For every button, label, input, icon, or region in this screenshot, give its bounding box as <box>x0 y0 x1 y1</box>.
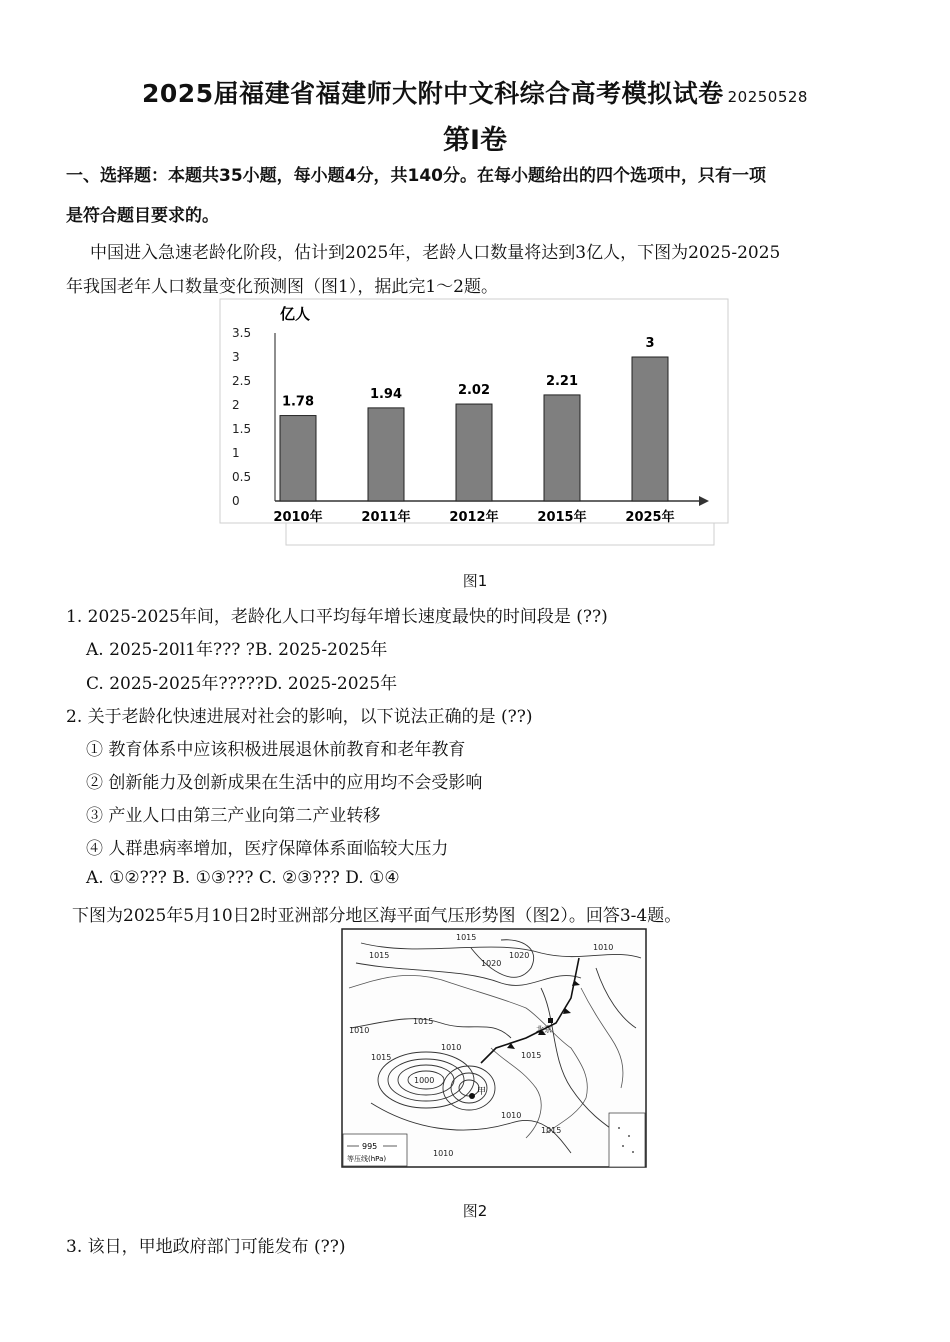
section-instructions-line1: 一、选择题：本题共35小题，每小题4分，共140分。在每小题给出的四个选项中，只有一项 <box>66 166 766 186</box>
south-sea-inset <box>609 1113 645 1167</box>
figure2-pressure-map <box>341 928 647 1168</box>
q2-stem: 2. 关于老龄化快速进展对社会的影响，以下说法正确的是 (??) <box>66 707 533 727</box>
y-tick-label: 0 <box>232 494 240 508</box>
q1-options-ab: A. 2025-20l1年??? ?B. 2025-2025年 <box>86 640 388 660</box>
x-tick-label: 2010年 <box>273 510 323 525</box>
q2-item-4: ④ 人群患病率增加，医疗保障体系面临较大压力 <box>86 839 449 859</box>
bar <box>544 395 580 501</box>
isobar-label: 1015 <box>369 951 390 960</box>
isobar-label: 1015 <box>456 933 477 942</box>
bar <box>280 416 316 501</box>
y-axis-unit-label: 亿人 <box>280 305 311 323</box>
x-tick-label: 2012年 <box>449 510 499 525</box>
legend-value: 995 <box>362 1142 378 1151</box>
isobar-label: 1015 <box>521 1051 542 1060</box>
intro1-line1: 中国进入急速老龄化阶段，估计到2025年，老龄人口数量将达到3亿人，下图为2025-2025 <box>90 243 781 263</box>
y-tick-label: 0.5 <box>232 470 252 484</box>
intro2-text: 下图为2025年5月10日2时亚洲部分地区海平面气压形势图（图2）。回答3-4题。 <box>72 906 682 926</box>
y-tick-label: 3.5 <box>232 326 252 340</box>
section-instructions-line2: 是符合题目要求的。 <box>66 206 219 226</box>
q1-stem: 1. 2025-2025年间，老龄化人口平均每年增长速度最快的时间段是 (??) <box>66 607 608 627</box>
isobar-label: 1010 <box>441 1043 462 1052</box>
bar <box>456 404 492 501</box>
intro1-line2: 年我国老年人口数量变化预测图（图1），据此完1～2题。 <box>66 277 498 297</box>
bar-value-label: 2.21 <box>545 373 579 389</box>
bar-value-label: 2.02 <box>457 383 491 399</box>
bar <box>632 357 668 501</box>
q2-item-2: ② 创新能力及创新成果在生活中的应用均不会受影响 <box>86 773 483 793</box>
location-jia-marker-icon <box>469 1093 475 1099</box>
figure1-bar-chart <box>218 297 732 549</box>
figure2-caption: 图2 <box>462 1202 488 1220</box>
beijing-marker-icon <box>548 1018 553 1023</box>
q2-item-3: ③ 产业人口由第三产业向第二产业转移 <box>86 806 381 826</box>
paper-code: 20250528 <box>727 88 808 106</box>
bar-value-label: 1.94 <box>369 386 403 402</box>
bar-value-label: 3 <box>645 336 655 351</box>
isobar-label: 1015 <box>413 1017 434 1026</box>
q2-item-1: ① 教育体系中应该积极进展退休前教育和老年教育 <box>86 740 466 760</box>
x-tick-label: 2015年 <box>537 510 587 525</box>
isobar-label: 1010 <box>349 1026 370 1035</box>
y-tick-label: 1.5 <box>232 422 252 436</box>
isobar-label: 1015 <box>541 1126 562 1135</box>
isobar-label: 1010 <box>593 943 614 952</box>
bar <box>368 408 404 501</box>
bar-value-label: 1.78 <box>281 394 315 410</box>
figure1-caption: 图1 <box>462 572 488 590</box>
y-tick-label: 1 <box>232 446 240 460</box>
legend-text: 等压线(hPa) <box>347 1155 387 1163</box>
beijing-label: 北京 <box>536 1025 552 1034</box>
volume-heading: 第I卷 <box>442 125 508 156</box>
isobar-label: 1000 <box>414 1076 435 1085</box>
isobar-label: 1010 <box>433 1149 454 1158</box>
x-tick-label: 2025年 <box>625 510 675 525</box>
y-tick-label: 3 <box>232 350 240 364</box>
chart-frame-bottom <box>286 523 714 545</box>
isobar-label: 1020 <box>481 959 502 968</box>
y-tick-label: 2.5 <box>232 374 252 388</box>
isobar-label: 1015 <box>371 1053 392 1062</box>
paper-title <box>0 74 950 110</box>
x-tick-label: 2011年 <box>361 510 411 525</box>
isobar-label: 1020 <box>509 951 530 960</box>
paper-title-text: 2025届福建省福建师大附中文科综合高考模拟试卷 <box>142 79 724 108</box>
isobar-label: 1010 <box>501 1111 522 1120</box>
q1-options-cd: C. 2025-2025年?????D. 2025-2025年 <box>86 674 398 694</box>
q2-options: A. ①②??? B. ①③??? C. ②③??? D. ①④ <box>86 868 400 888</box>
y-tick-label: 2 <box>232 398 240 412</box>
location-jia-label: 甲 <box>477 1087 487 1097</box>
q3-stem: 3. 该日，甲地政府部门可能发布 (??) <box>66 1237 346 1257</box>
